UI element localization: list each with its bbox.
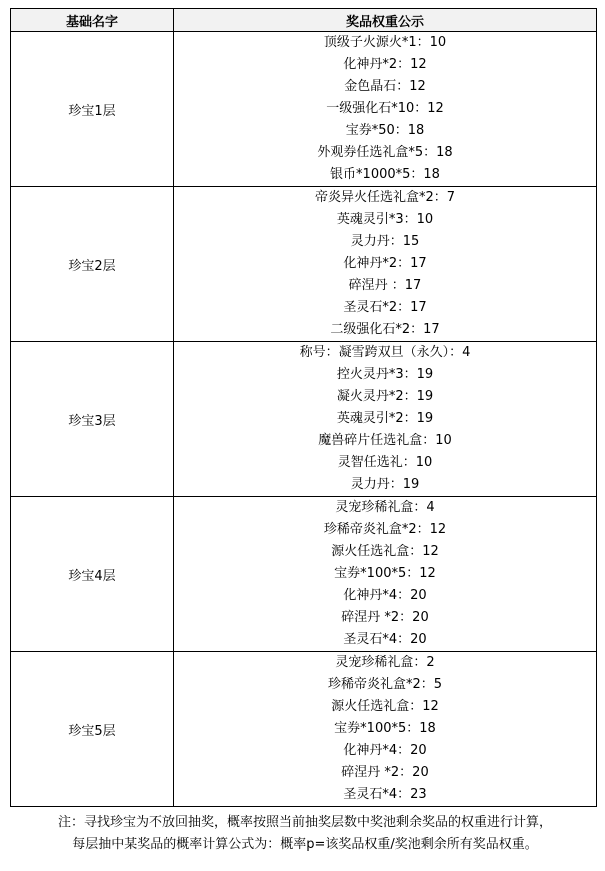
prize-weight-item: 珍稀帝炎礼盒*2：5	[327, 677, 443, 692]
prize-list-cell	[174, 187, 597, 342]
prize-weight-item: 宝券*50：18	[345, 123, 425, 138]
prize-weight-item: 化神丹*2：12	[343, 57, 427, 72]
reward-weight-table	[10, 8, 597, 807]
prize-weight-item: 英魂灵引*2：19	[336, 411, 434, 426]
table-row	[11, 32, 597, 187]
tier-name-cell: 珍宝5层	[11, 652, 174, 807]
prize-weight-item: 化神丹*2：17	[343, 256, 427, 271]
prize-weight-item: 英魂灵引*3：10	[336, 212, 434, 227]
tier-name-cell: 珍宝4层	[11, 497, 174, 652]
prize-list-cell	[174, 342, 597, 497]
prize-weight-item: 二级强化石*2：17	[330, 322, 440, 337]
prize-weight-item: 圣灵石*4：20	[343, 632, 427, 647]
prize-weight-item: 宝券*100*5：18	[334, 721, 436, 736]
table-body	[11, 32, 597, 807]
prize-weight-item: 源火任选礼盒：12	[331, 544, 439, 559]
table-row	[11, 497, 597, 652]
prize-list-cell	[174, 32, 597, 187]
prize-weight-item: 碎涅丹 ：17	[348, 278, 422, 293]
prize-weight-item: 称号：凝雪跨双旦（永久）：4	[299, 345, 471, 360]
prize-weight-item: 顶级子火源火*1：10	[323, 35, 447, 50]
table-row	[11, 187, 597, 342]
prize-weight-item: 魔兽碎片任选礼盒：10	[318, 433, 452, 448]
prize-weight-item: 灵宠珍稀礼盒：4	[335, 500, 435, 515]
prize-weight-item: 碎涅丹 *2：20	[341, 610, 429, 625]
prize-weight-item: 一级强化石*10：12	[326, 101, 444, 116]
prize-weight-item: 珍稀帝炎礼盒*2：12	[323, 522, 447, 537]
prize-weight-item: 金色晶石：12	[344, 79, 426, 94]
prize-weight-item: 灵宠珍稀礼盒：2	[335, 655, 435, 670]
header-prize-weights: 奖品权重公示	[174, 9, 597, 32]
prize-weight-item: 宝券*100*5：12	[334, 566, 436, 581]
header-tier-name: 基础名字	[11, 9, 174, 32]
prize-weight-item: 化神丹*4：20	[343, 743, 427, 758]
prize-weight-item: 控火灵丹*3：19	[336, 367, 434, 382]
prize-weight-item: 灵智任选礼：10	[337, 455, 433, 470]
prize-weight-item: 圣灵石*4：23	[343, 787, 427, 802]
table-row	[11, 652, 597, 807]
tier-name-cell: 珍宝2层	[11, 187, 174, 342]
prize-list-cell	[174, 497, 597, 652]
prize-weight-item: 圣灵石*2：17	[343, 300, 427, 315]
prize-list-cell	[174, 652, 597, 807]
prize-weight-item: 银币*1000*5：18	[330, 167, 440, 182]
footnote	[12, 812, 598, 856]
tier-name-cell: 珍宝3层	[11, 342, 174, 497]
prize-weight-item: 外观券任选礼盒*5：18	[317, 145, 453, 160]
prize-weight-item: 化神丹*4：20	[343, 588, 427, 603]
tier-name-cell: 珍宝1层	[11, 32, 174, 187]
prize-weight-item: 源火任选礼盒：12	[331, 699, 439, 714]
prize-weight-item: 凝火灵丹*2：19	[336, 389, 434, 404]
footnote-line: 每层抽中某奖品的概率计算公式为：概率p=该奖品权重/奖池剩余所有奖品权重。	[72, 837, 538, 852]
table-header-row	[11, 9, 597, 32]
prize-weight-item: 帝炎异火任选礼盒*2：7	[314, 190, 456, 205]
prize-weight-item: 灵力丹：19	[350, 477, 420, 492]
prize-weight-item: 碎涅丹 *2：20	[341, 765, 429, 780]
footnote-line: 注：寻找珍宝为不放回抽奖，概率按照当前抽奖层数中奖池剩余奖品的权重进行计算，	[57, 815, 552, 830]
table-row	[11, 342, 597, 497]
prize-weight-item: 灵力丹：15	[350, 234, 420, 249]
